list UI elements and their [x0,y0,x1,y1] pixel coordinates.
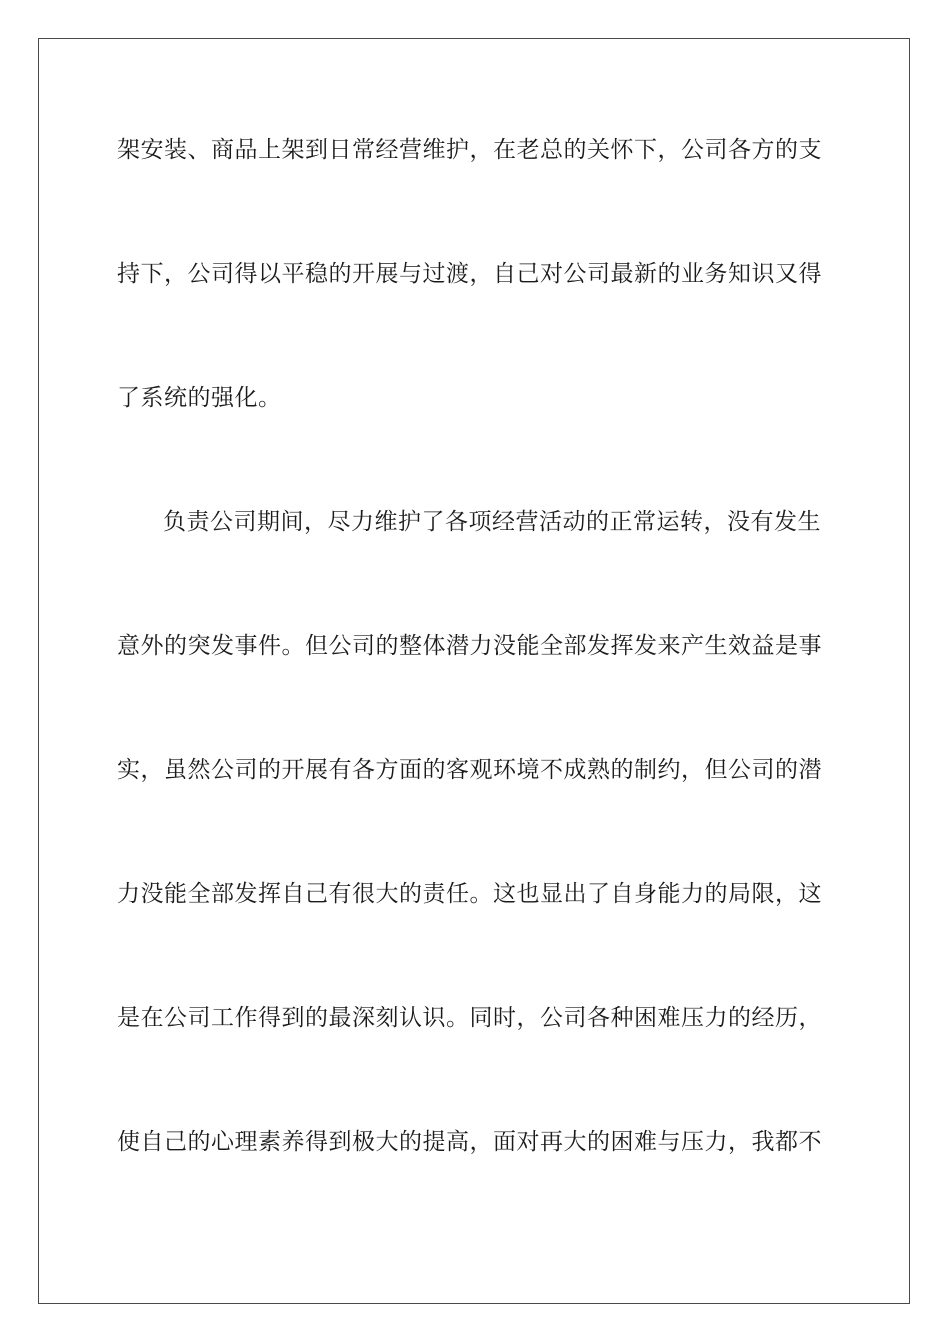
text-line: 架安装、商品上架到日常经营维护，在老总的关怀下，公司各方的支 [117,137,822,163]
text-line: 持下，公司得以平稳的开展与过渡，自己对公司最新的业务知识又得 [117,261,822,287]
text-line: 意外的突发事件。但公司的整体潜力没能全部发挥发来产生效益是事 [117,633,822,659]
text-line: 实，虽然公司的开展有各方面的客观环境不成熟的制约，但公司的潜 [117,757,822,783]
text-line: 使自己的心理素养得到极大的提高，面对再大的困难与压力，我都不 [117,1129,822,1155]
text-line: 力没能全部发挥自己有很大的责任。这也显出了自身能力的局限，这 [117,881,822,907]
page-border [38,38,910,1304]
text-line: 负责公司期间，尽力维护了各项经营活动的正常运转，没有发生 [163,509,821,535]
text-line: 是在公司工作得到的最深刻认识。同时，公司各种困难压力的经历， [117,1005,822,1031]
text-line: 了系统的强化。 [117,385,282,411]
